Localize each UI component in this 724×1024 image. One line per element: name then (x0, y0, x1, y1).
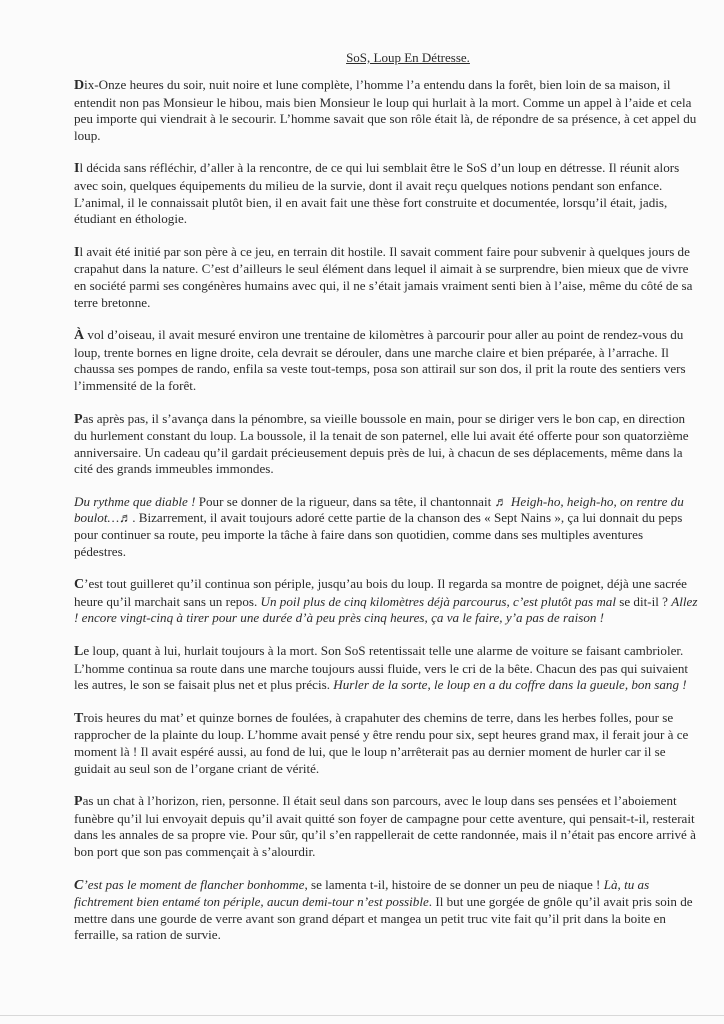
text-run: e loup, quant à lui, hurlait toujours à la mort. Son SoS retentissait telle une alarme de voiture se faisant cambrioler. L’homme continua sa route dans une marche toujours aussi fluide, vers le cri de la bête. Chacun des pas qui suivaient les autres, le son se faisait plus net et plus précis. (74, 643, 689, 693)
paragraph (74, 710, 698, 777)
paragraph (74, 494, 698, 560)
document-title: SoS, Loup En Détresse. (346, 50, 470, 65)
paragraph-initial: D (74, 78, 85, 93)
italic-text-run: Du rythme que diable ! (74, 493, 196, 509)
text-run: as après pas, il s’avança dans la pénombre, sa vieille boussole en main, pour se diriger vers le bon cap, en direction du hurlement constant du loup. La boussole, il la tenait de son paternel, elle lui avait été offerte pour son quatorzième anniversaire. Un cadeau qu’il gardait précieusement depuis près de lui, à chacun de ses déplacements, même dans la cité des grands immeubles immondes. (74, 410, 689, 477)
text-run: ix-Onze heures du soir, nuit noire et lune complète, l’homme l’a entendu dans la forêt, bien loin de sa maison, il entendit non pas Monsieur le hibou, mais bien Monsieur le loup qui hurlait à la mort. Comme un appel à l’aide et cela peu importe qui viendrait à le secourir. L’homme savait que son rôle était là, de répondre de sa présence, à cet appel du loup. (74, 77, 697, 143)
text-run: , se lamenta t-il, histoire de se donner un peu de niaque ! (304, 876, 604, 892)
paragraph (74, 160, 698, 227)
text-run: vol d’oiseau, il avait mesuré environ une trentaine de kilomètres à parcourir pour aller au point de rendez-vous du loup, trente bornes en ligne droite, cela devrait se dérouler, dans une marche claire et bien préparée, à l’arrache. Il chaussa ses pompes de rando, enfila sa veste tout-temps, posa son attirail sur son dos, il prit la route des sentiers vers l’immensité de la forêt. (74, 327, 686, 393)
paragraph-initial: À (74, 328, 85, 344)
paragraph (74, 77, 698, 144)
paragraph (74, 327, 698, 394)
text-run: l avait été initié par son père à ce jeu, en terrain dit hostile. Il savait comment faire pour subvenir à quelques jours de crapahut dans la nature. C’est d’ailleurs le seul élément dans lequel il aimait à se surprendre, bien mieux que de vivre en société parmi ses congénères humains avec qui, il ne s’était jamais vraiment senti bien à l’aise, même du côté de sa terre bretonne. (74, 243, 693, 310)
paragraph (74, 793, 698, 860)
paragraph-initial: T (74, 710, 84, 726)
text-run: l décida sans réfléchir, d’aller à la rencontre, de ce qui lui semblait être le SoS d’un loup en détresse. Il réunit alors avec soin, quelques équipements du milieu de la survie, dont il avait reçu quelques notions pendant son enfance. L’animal, il le connaissait plutôt bien, il en avait fait une thèse fort construite et documentée, lorsqu’il était, jadis, étudiant en éthologie. (74, 160, 680, 227)
text-run: as un chat à l’horizon, rien, personne. Il était seul dans son parcours, avec le loup dans ses pensées et l’aboiement funèbre qu’il lui envoyait depuis qu’il avait quitté son foyer de campagne pour cette aventure, qui pensait-t-il, resterait dans les annales de sa propre vie. Pour sûr, qu’il s’en rappellerait de cette randonnée, mais il n’était pas encore arrivé à bon port que son pas commençait à s’alourdir. (74, 793, 696, 859)
italic-text-run: Heigh-ho, heigh-ho, on rentre du boulot… (74, 493, 684, 526)
text-run: Pour se donner de la rigueur, dans sa tête, il chantonnait ♬ (195, 493, 511, 509)
italic-text-run: Un poil plus de cinq kilomètres déjà parcourus, c’est plutôt pas mal (260, 593, 616, 609)
paragraph-initial: I (74, 161, 80, 177)
paragraph (74, 877, 698, 944)
text-run: rois heures du mat’ et quinze bornes de foulées, à crapahuter des chemins de terre, dans les herbes folles, pour se rapprocher de la plainte du loup. L’homme avait pensé y être rendu pour six, sept heures grand max, il ferait jour à ce moment là ! Il avait espéré aussi, au fond de lui, que le loup n’arrêterait pas au dernier moment de hurler car il se guidait au seul son de l’organe criant de vérité. (74, 709, 689, 776)
paragraph-initial: I (74, 244, 80, 260)
paragraph (74, 643, 698, 694)
italic-text-run: Allez ! encore vingt-cinq à tirer pour une durée d’à peu près cinq heures, ça va le faire, y’a pas de raison ! (74, 593, 698, 626)
italic-text-run: ’est pas le moment de flancher bonhomme (83, 876, 305, 892)
text-run: se dit-il ? (615, 593, 672, 609)
paragraph (74, 576, 698, 627)
italic-text-run: Hurler de la sorte, le loup en a du coffre dans la gueule, bon sang ! (333, 677, 687, 693)
paragraph-initial: C (74, 577, 85, 593)
text-run: ♬. Bizarrement, il avait toujours adoré cette partie de la chanson des « Sept Nains », ça lui donnait du peps pour continuer sa route, peu importe la tâche à faire dans son quotidien, comme dans ses multiples aventures pédestres. (74, 510, 683, 559)
scan-edge (0, 1015, 724, 1016)
paragraph (74, 244, 698, 311)
paragraph (74, 411, 698, 478)
paragraph-initial: C (74, 877, 84, 893)
text-run: . Il but une gorgée de gnôle qu’il avait pris soin de mettre dans une gourde de verre avant son grand départ et mangea un petit truc vite fait qu’il prit dans la boite en ferraille, sa ration de survie. (74, 894, 693, 943)
paragraph-initial: P (74, 794, 83, 810)
text-run: ’est tout guilleret qu’il continua son périple, jusqu’au bois du loup. Il regarda sa montre de poignet, déjà une sacrée heure qu’il marchait sans un repos. (74, 576, 687, 609)
italic-text-run: Là, tu as fichtrement bien entamé ton périple, aucun demi-tour n’est possible (74, 876, 650, 910)
paragraph-initial: P (74, 411, 83, 427)
document-body (74, 77, 698, 944)
paragraph-initial: L (74, 644, 84, 660)
